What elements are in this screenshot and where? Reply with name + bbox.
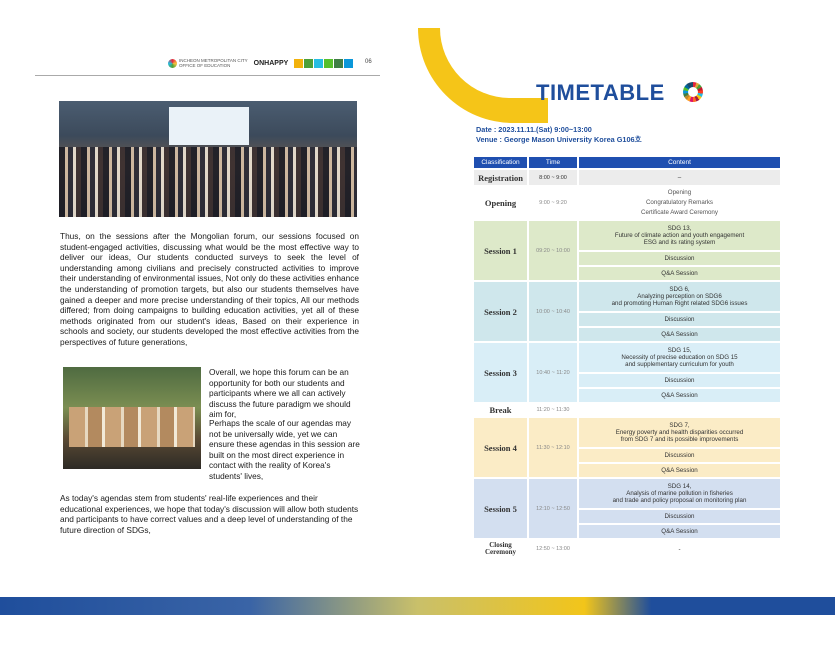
session-topic: and supplementary curriculum for youth: [625, 361, 734, 368]
header-classification: Classification: [474, 157, 527, 168]
row-classification: Registration: [474, 170, 527, 185]
row-time: 8:00 ~ 9:00: [529, 170, 577, 185]
session-qa: Q&A Session: [579, 389, 780, 402]
students-with-signs-photo: [63, 367, 201, 469]
session-topic: Future of climate action and youth engagement: [614, 232, 745, 239]
row-classification: Break: [489, 405, 512, 415]
row-time: 12:50 ~ 13:00: [536, 546, 570, 552]
session-topic: from SDG 7 and its possible improvements: [620, 436, 739, 443]
timetable: [472, 155, 782, 560]
session-title: [579, 479, 780, 508]
session-title: [579, 282, 780, 311]
table-row-break: [474, 404, 780, 416]
sdg-tile-icon: [294, 59, 303, 68]
table-row-session1: [474, 221, 780, 250]
table-header-row: [474, 157, 780, 168]
row-time: 10:00 ~ 10:40: [529, 282, 577, 341]
session-topic: and promoting Human Right related SDG6 issues: [611, 300, 748, 307]
opening-line: Congratulatory Remarks: [645, 199, 714, 206]
table-row-opening: [474, 187, 780, 219]
table-row-session2: [474, 282, 780, 311]
session-topic: and trade and policy proposal on monitoring plan: [612, 497, 747, 504]
row-classification: Session 4: [474, 418, 527, 477]
session-discussion: Discussion: [579, 510, 780, 523]
session-sdg: SDG 13,: [667, 225, 692, 232]
session-sdg: SDG 15,: [667, 347, 692, 354]
closing-label: Ceremony: [485, 548, 516, 556]
session-topic: Analyzing perception on SDG6: [637, 293, 722, 300]
row-content: [579, 404, 780, 416]
sdg-goal-tiles: [294, 59, 353, 68]
org-name-line2: OFFICE OF EDUCATION: [179, 63, 231, 68]
table-row-session3: [474, 343, 780, 372]
sdg-tile-icon: [334, 59, 343, 68]
row-classification: Session 1: [474, 221, 527, 280]
row-time: 12:10 ~ 12:50: [529, 479, 577, 538]
session-topic: ESG and its rating system: [643, 239, 716, 246]
row-content: [579, 187, 780, 219]
header-content: Content: [579, 157, 780, 168]
session-sdg: SDG 6,: [669, 286, 690, 293]
opening-line: Opening: [667, 189, 692, 196]
session-qa: Q&A Session: [579, 464, 780, 477]
row-time: 9:00 ~ 9:20: [539, 200, 567, 206]
table-row-session4: [474, 418, 780, 447]
session-qa: Q&A Session: [579, 267, 780, 280]
row-time: 11:30 ~ 12:10: [529, 418, 577, 477]
row-time: 10:40 ~ 11:20: [529, 343, 577, 402]
row-time: 09:20 ~ 10:00: [529, 221, 577, 280]
sdg-tile-icon: [314, 59, 323, 68]
session-sdg: SDG 14,: [667, 483, 692, 490]
row-classification: Session 2: [474, 282, 527, 341]
opening-line: Certificate Award Ceremony: [641, 209, 718, 216]
page-header: [168, 55, 353, 71]
session-qa: Q&A Session: [579, 525, 780, 538]
footer-gradient-bar: [0, 597, 835, 615]
header-divider: [35, 75, 380, 76]
event-venue: Venue : George Mason University Korea G106호: [476, 135, 642, 144]
row-classification: [474, 540, 527, 558]
event-date: Date : 2023.11.11.(Sat) 9:00~13:00: [476, 125, 592, 134]
body-paragraph-2: Overall, we hope this forum can be an opportunity for both our students and participants where we all can actively discuss the future paradigm we should aim for,: [209, 367, 351, 420]
session-discussion: Discussion: [579, 313, 780, 326]
office-of-education-logo: [168, 58, 248, 68]
page-number: 06: [365, 59, 372, 65]
session-title: [579, 343, 780, 372]
org-name-line1: INCHEON METROPOLITAN CITY: [179, 58, 248, 63]
table-row-closing: [474, 540, 780, 558]
row-classification: Opening: [484, 198, 517, 208]
session-topic: Analysis of marine pollution in fisheries: [626, 490, 733, 497]
sdg-tile-icon: [304, 59, 313, 68]
session-discussion: Discussion: [579, 252, 780, 265]
row-content: –: [579, 170, 780, 185]
projector-screen: [169, 107, 249, 145]
session-discussion: Discussion: [579, 449, 780, 462]
body-paragraph-3: Perhaps the scale of our agendas may not be universally wide, yet we can ensure these agendas in this session are built on the most direct experience in contact with the reality of Korea's students' lives,: [209, 418, 360, 481]
session-title: [579, 418, 780, 447]
session-title: [579, 221, 780, 250]
protest-signs: [69, 407, 195, 447]
row-classification: Session 5: [474, 479, 527, 538]
sdg-wheel-icon: [683, 82, 703, 102]
onhappy-logo: ONHAPPY: [253, 59, 289, 67]
forum-group-photo: [59, 101, 357, 217]
closing-label: Closing: [489, 541, 512, 549]
session-qa: Q&A Session: [579, 328, 780, 341]
table-row-session5: [474, 479, 780, 508]
session-discussion: Discussion: [579, 374, 780, 387]
table-row-registration: [474, 170, 780, 185]
sdg-tile-icon: [324, 59, 333, 68]
header-time: Time: [529, 157, 577, 168]
row-time: 11:20 ~ 11:30: [536, 407, 570, 413]
session-sdg: SDG 7,: [669, 422, 690, 429]
session-topic: Necessity of precise education on SDG 15: [621, 354, 738, 361]
body-paragraph-1: Thus, on the sessions after the Mongolian forum, our sessions focused on student-engaged activities, discussing what would be the most effective way to deliver our ideas, Our students conducted surveys to seek the level of understanding among civilians and precisely constructed activities to improve their understanding of environmental issues, Not only do these activities enhance the understanding of promotion targets, but also our students themselves have gained a deeper and more precise understanding of their topics, All our methods differed; from doing campaigns to building education activities, yet all of these methods originated from our student's ideas, Based on their experience in schools and society, our students developed the most effective activities from the perspectives of future generations,: [60, 231, 359, 347]
session-topic: Energy poverty and health disparities occurred: [615, 429, 744, 436]
participants-crowd: [59, 147, 357, 217]
timetable-title: TIMETABLE: [536, 80, 665, 105]
sdg-tile-icon: [344, 59, 353, 68]
office-logo-icon: [168, 59, 177, 68]
row-content: -: [678, 545, 681, 553]
row-classification: Session 3: [474, 343, 527, 402]
body-paragraph-4: As today's agendas stem from students' real-life experiences and their educational experiences, we hope that today's discussion will allow both students and participants to have correct values and a deep level of understanding of the future direction of SDGs,: [60, 493, 359, 535]
